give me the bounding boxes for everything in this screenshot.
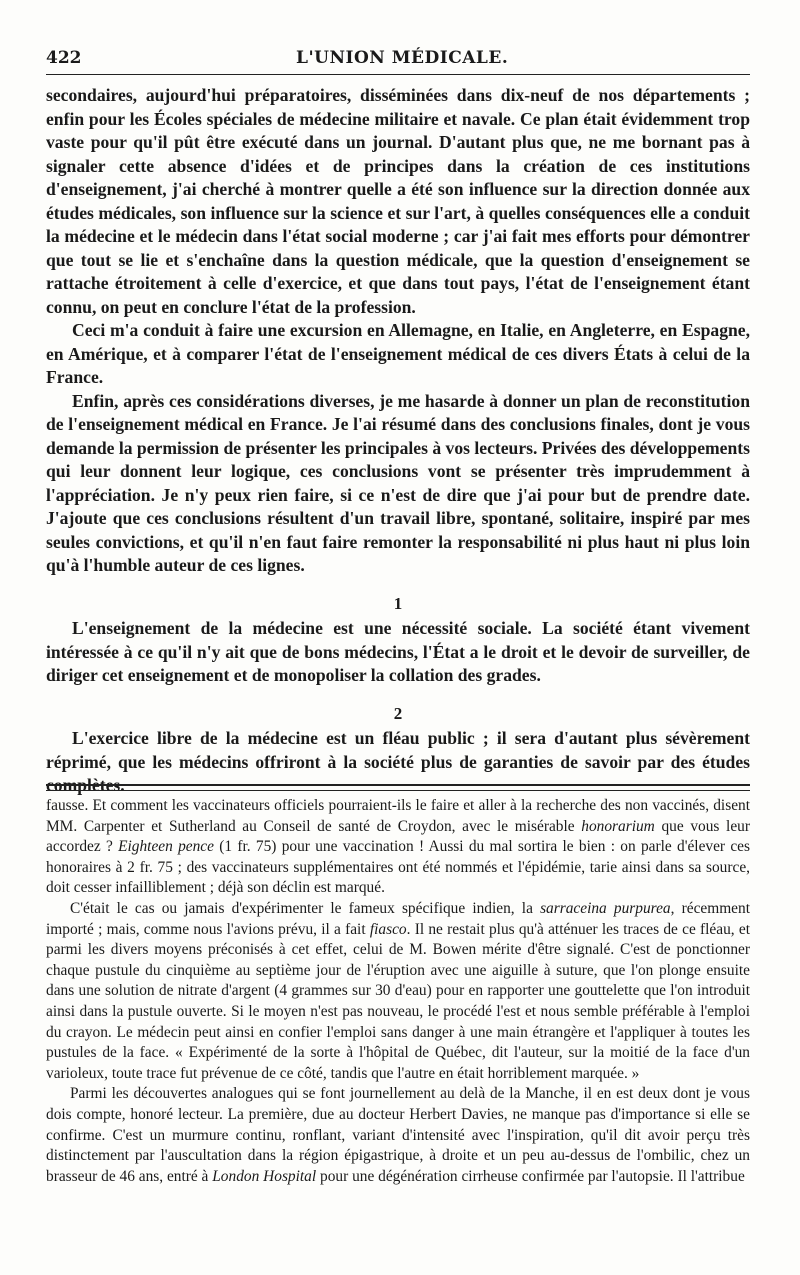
feuilleton-paragraph xyxy=(46,796,750,899)
italic-term: honorarium xyxy=(581,817,655,835)
text-run: C'était le cas ou jamais d'expérimenter le fameux spécifique indien, la xyxy=(70,899,541,917)
header-rule xyxy=(46,74,750,75)
running-title: L'UNION MÉDICALE. xyxy=(296,48,509,68)
italic-term: fiasco xyxy=(369,920,407,938)
paragraph: Ceci m'a conduit à faire une excursion en Allemagne, en Italie, en Angleterre, en Espagne, en Amérique, et à comparer l'état de l'enseignement médical de ces divers États à celui de la France. xyxy=(46,320,750,387)
text-run: (1 fr. 75) pour une vaccination ! Aussi du mal sortira le bien : on parle d'élever ces honoraires à 2 fr. 75 ; des vaccinateurs supplémentaires ont été nommés et l'épidémie, tarie ainsi dans sa source, doit cesser infailliblement ; déjà son déclin est marqué. xyxy=(46,838,751,897)
italic-term: sarraceina purpurea xyxy=(540,899,671,917)
italic-term: Eighteen pence xyxy=(118,838,214,856)
text-run: . Il ne restait plus qu'à atténuer les traces de ce fléau, et parmi les divers moyens préconisés à cet effet, celui de M. Bowen mérite d'être signalé. C'est de ponctionner chaque pustule du cinquième au septième jour de l'éruption avec une aiguille à suture, que l'on plonge ensuite dans une solution de nitrate d'argent (4 grammes sur 30 d'eau) pour en rapporter une gouttelette que l'on introduit ainsi dans la pustule ouverte. Si le moyen n'est pas nouveau, le procédé l'est et nous semble préférable à l'emploi du crayon. Le médecin peut ainsi en confier l'emploi sans danger à une main étrangère et l'appliquer à toutes les pustules de la face. « Expérimenté de la sorte à l'hôpital de Québec, dit l'auteur, sur la moitié de la face d'un varioleux, toute trace fut prévenue de ce côté, tandis que l'autre en était horriblement marquée. » xyxy=(46,920,750,1082)
conclusion-text: L'enseignement de la médecine est une nécessité sociale. La société étant vivement intéressée à ce qu'il n'y ait que de bons médecins, l'État a le droit et le devoir de surveiller, de diriger cet enseignement et de monopoliser la collation des grades. xyxy=(46,618,750,685)
text-run: que vous leur accordez ? xyxy=(46,817,750,856)
page-number: 422 xyxy=(46,48,82,68)
italic-term: London Hospital xyxy=(212,1167,317,1185)
conclusion-number: 2 xyxy=(393,703,403,723)
conclusion-text: L'exercice libre de la médecine est un fléau public ; il sera d'autant plus sévèrement réprimé, que les médecins offriront à la société plus de garanties de savoir par des études complètes. xyxy=(46,728,750,795)
feuilleton-paragraph xyxy=(46,899,750,1084)
main-article xyxy=(46,84,750,798)
text-run: fausse. Et comment les vaccinateurs officiels pourraient-ils le faire et aller à la recherche des non vaccinés, disent MM. Carpenter et Sutherland au Conseil de santé de Croydon, avec le misérable xyxy=(46,797,750,835)
paragraph: Enfin, après ces considérations diverses, je me hasarde à donner un plan de reconstitution de l'enseignement médical en France. Je l'ai résumé dans des conclusions finales, dont je vous demande la permission de présenter les principales à vos lecteurs. Privées des développements qui leur donnent leur logique, ces conclusions vont se présenter très imprudemment à l'appréciation. Je n'y peux rien faire, si ce n'est de dire que j'ai pour but de prendre date. J'ajoute que ces conclusions résultent d'un travail libre, spontané, solitaire, inspiré par mes seules convictions, et qu'il n'en faut faire remonter la responsabilité ni plus haut ni plus loin qu'à l'humble auteur de ces lignes. xyxy=(46,390,750,575)
text-run: Parmi les découvertes analogues qui se font journellement au delà de la Manche, il en est deux dont je vous dois compte, honoré lecteur. La première, due au docteur Herbert Davies, ne manque pas d'importance si elle se confirme. C'est un murmure continu, ronflant, variant d'intensité avec l'inspiration, qu'il dit avoir perçu très distinctement par l'auscultation dans la région épigastrique, à droite et un peu au-dessus de l'ombilic, chez un brasseur de 46 ans, entré à xyxy=(46,1085,750,1185)
conclusion-number: 1 xyxy=(393,593,403,613)
text-run: , récemment importé ; mais, comme nous l'avions prévu, il a fait xyxy=(46,899,750,938)
text-run: pour une dégénération cirrheuse confirmée par l'autopsie. Il l'attribue xyxy=(316,1167,745,1185)
feuilleton-paragraph xyxy=(46,1084,750,1187)
feuilleton-divider xyxy=(46,784,750,791)
feuilleton-column xyxy=(46,796,750,1187)
page-header xyxy=(46,48,750,74)
paragraph: secondaires, aujourd'hui préparatoires, disséminées dans dix-neuf de nos départements ; enfin pour les Écoles spéciales de médecine militaire et navale. Ce plan était évidemment trop vaste pour qu'il pût être exécuté dans un journal. D'autant plus que, ne me bornant pas à signaler cette absence d'idées et de principes dans la création de ces institutions d'enseignement, j'ai cherché à montrer quelle a été son influence sur la direction donnée aux études médicales, son influence sur la science et sur l'art, à quelles conséquences elle a conduit la médecine et le médecin dans l'état social moderne ; car j'ai fait mes efforts pour démontrer que tout se lie et s'enchaîne dans la question médicale, que la question d'enseignement se rattache étroitement à celle d'exercice, et que dans tout pays, l'état de l'enseignement étant connu, on peut en conclure l'état de la profession. xyxy=(46,85,750,317)
